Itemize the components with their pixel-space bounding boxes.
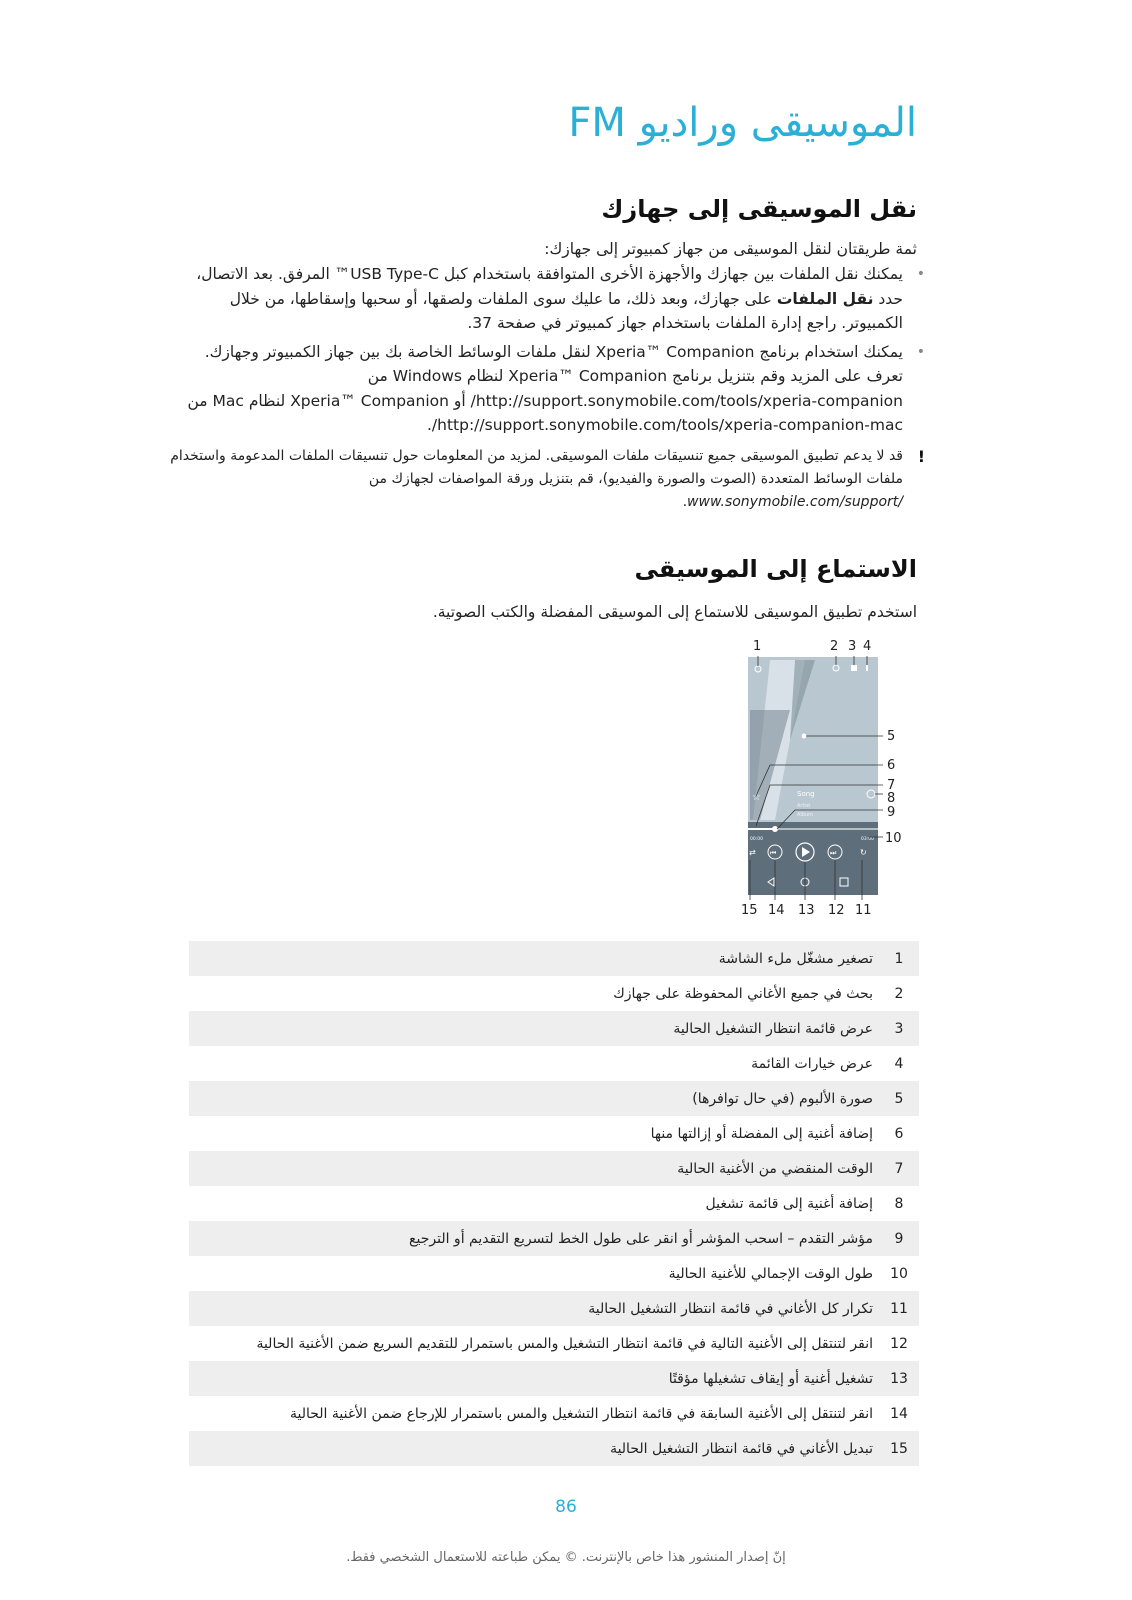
bullet1-text-a: يمكنك نقل الملفات بين جهازك والأجهزة الأخرى المتوافقة باستخدام كبل USB Type-C™ المرفق. بعد الاتصال، حدد: [196, 265, 903, 308]
legend-number: 4: [894, 1055, 904, 1072]
exclamation-icon: !: [917, 447, 925, 466]
repeat-icon: ↻: [860, 848, 867, 857]
table-row: [189, 1291, 919, 1326]
legend-number: 10: [890, 1265, 908, 1282]
table-row: [189, 1326, 919, 1361]
elapsed-time: 00:00: [750, 837, 763, 842]
legend-number: 12: [890, 1335, 908, 1352]
legend-description: تكرار كل الأغاني في قائمة انتظار التشغيل الحالية: [189, 1291, 879, 1326]
legend-number: 2: [894, 985, 904, 1002]
table-row: [189, 1431, 919, 1466]
legend-number: 5: [879, 1081, 919, 1116]
table-row: [189, 1151, 919, 1186]
legend-number: 8: [894, 1195, 904, 1212]
legend-number: 6: [894, 1125, 904, 1142]
bullet1-bold: نقل الملفات: [776, 289, 874, 308]
callout-11: 11: [855, 903, 872, 918]
callout-8: 8: [887, 791, 896, 806]
callout-3: 3: [848, 639, 857, 654]
bullet2-text: يمكنك استخدام برنامج Xperia™ Companion لنقل ملفات الوسائط الخاصة بك بين جهاز الكمبيوتر وجهازك. تعرف على المزيد وقم بتنزيل برنامج Xperia™ Companion لنظام Windows من http://support.sonymobile.com/tools/xperia-companion/ أو Xperia™ Companion لنظام Mac من http://support.sonymobile.com/tools/xperia-companion-mac/.: [187, 342, 903, 434]
note-text-b: .: [682, 494, 688, 510]
legend-description: الوقت المنقضي من الأغنية الحالية: [189, 1151, 879, 1186]
table-row: [189, 1186, 919, 1221]
legend-description: إضافة أغنية إلى قائمة تشغيل: [705, 1195, 873, 1212]
legend-number: 3: [879, 1011, 919, 1046]
bullet-icon: •: [916, 343, 925, 360]
callout-1: 1: [753, 639, 762, 654]
list-item: [187, 262, 927, 336]
support-link[interactable]: www.sonymobile.com/support/: [687, 494, 903, 510]
table-row: [189, 1081, 919, 1116]
legend-description: انقر لتنتقل إلى الأغنية السابقة في قائمة انتظار التشغيل والمس باستمرار للإرجاع ضمن الأغنية الحالية: [289, 1405, 873, 1422]
legend-number: 13: [879, 1361, 919, 1396]
list-item: [187, 340, 927, 438]
svg-text:⏮: ⏮: [770, 849, 777, 857]
legend-number: 1: [879, 941, 919, 976]
table-row: [189, 1011, 919, 1046]
listen-intro: استخدم تطبيق الموسيقى للاستماع إلى الموسيقى المفضلة والكتب الصوتية.: [432, 603, 917, 621]
callout-6: 6: [887, 758, 896, 773]
section-heading-transfer: نقل الموسيقى إلى جهازك: [601, 195, 917, 223]
callout-13: 13: [798, 903, 815, 918]
favorite-icon: ☆: [752, 792, 761, 803]
bullet-icon: •: [916, 266, 925, 282]
legend-description: عرض قائمة انتظار التشغيل الحالية: [189, 1011, 879, 1046]
table-row: [189, 1256, 919, 1291]
callout-15: 15: [741, 903, 758, 918]
note-box: [158, 445, 927, 514]
queue-icon: [851, 665, 857, 671]
callout-14: 14: [768, 903, 785, 918]
page-title: الموسيقى وراديو FM: [568, 100, 917, 146]
legend-description: بحث في جميع الأغاني المحفوظة على جهازك: [613, 985, 873, 1002]
section-heading-listen: الاستماع إلى الموسيقى: [634, 555, 917, 583]
legend-description: انقر لتنتقل إلى الأغنية التالية في قائمة انتظار التشغيل والمس باستمرار للتقديم السريع ضمن الأغنية الحالية: [256, 1335, 873, 1352]
callout-5: 5: [887, 729, 896, 744]
legend-description: تصغير مشغّل ملء الشاشة: [189, 941, 879, 976]
legend-number: 7: [879, 1151, 919, 1186]
legend-description: مؤشر التقدم – اسحب المؤشر أو انقر على طول الخط لتسريع التقديم أو الترجيع: [189, 1221, 879, 1256]
table-row: [189, 1361, 919, 1396]
legend-number: 14: [890, 1405, 908, 1422]
legend-number: 15: [879, 1431, 919, 1466]
callout-7: 7: [887, 778, 896, 793]
table-row: [189, 976, 919, 1011]
shuffle-icon: ⇄: [749, 848, 756, 857]
page-number: 86: [555, 1497, 577, 1517]
transfer-methods-list: [187, 262, 927, 442]
callout-10: 10: [885, 831, 902, 846]
svg-text:⏭: ⏭: [830, 849, 837, 857]
legend-number: 11: [879, 1291, 919, 1326]
table-row: [189, 1396, 919, 1431]
note-text-a: قد لا يدعم تطبيق الموسيقى جميع تنسيقات ملفات الموسيقى. لمزيد من المعلومات حول تنسيقات الملفات المدعومة واستخدام ملفات الوسائط المتعددة (الصوت والصورة والفيديو)، قم بتنزيل ورقة المواصفات لجهازك من: [170, 448, 903, 487]
legend-description: صورة الألبوم (في حال توافرها): [189, 1081, 879, 1116]
table-row: [189, 1221, 919, 1256]
table-row: [189, 1046, 919, 1081]
music-player-figure: [735, 630, 910, 920]
footer-notice: إنّ إصدار المنشور هذا خاص بالإنترنت. © يمكن طباعته للاستعمال الشخصي فقط.: [346, 1550, 786, 1565]
table-row: [189, 1116, 919, 1151]
legend-table: [189, 941, 919, 1466]
legend-description: تبديل الأغاني في قائمة انتظار التشغيل الحالية: [189, 1431, 879, 1466]
album-label: Album: [797, 812, 814, 818]
transfer-intro: ثمة طريقتان لنقل الموسيقى من جهاز كمبيوتر إلى جهازك:: [544, 240, 917, 258]
callout-12: 12: [828, 903, 845, 918]
callout-9: 9: [887, 805, 896, 820]
legend-description: طول الوقت الإجمالي للأغنية الحالية: [668, 1265, 873, 1282]
total-time: 03:00: [861, 837, 874, 842]
bullet1-text-b: على جهازك، وبعد ذلك، ما عليك سوى الملفات ولصقها، أو سحبها وإسقاطها، من خلال الكمبيوتر. راجع إدارة الملفات باستخدام جهاز كمبيوتر في صفحة 37.: [229, 289, 903, 332]
artist-label: Artist: [797, 803, 811, 809]
album-art: [802, 734, 807, 739]
song-label: Song: [797, 790, 815, 798]
legend-description: عرض خيارات القائمة: [751, 1055, 873, 1072]
legend-description: تشغيل أغنية أو إيقاف تشغيلها مؤقتًا: [189, 1361, 879, 1396]
legend-description: إضافة أغنية إلى المفضلة أو إزالتها منها: [650, 1125, 873, 1142]
callout-2: 2: [830, 639, 839, 654]
menu-icon: [866, 665, 868, 671]
callout-4: 4: [863, 639, 872, 654]
table-row: [189, 941, 919, 976]
legend-number: 9: [879, 1221, 919, 1256]
